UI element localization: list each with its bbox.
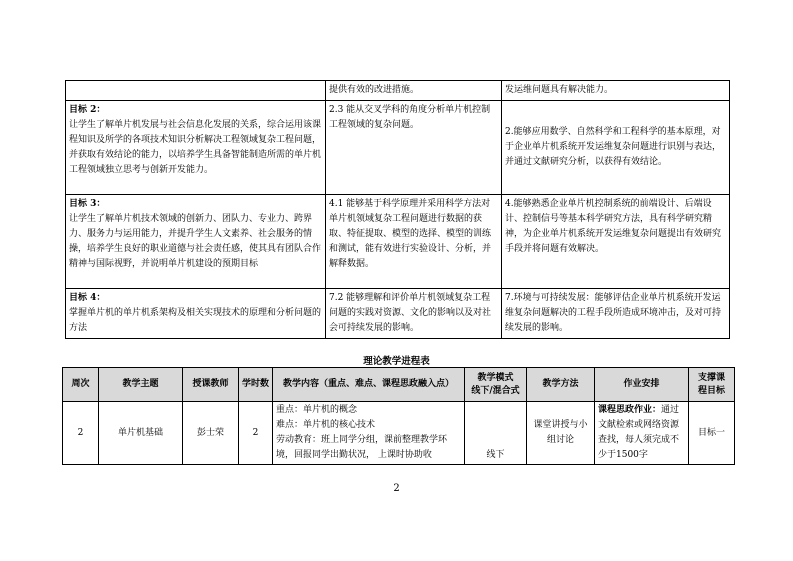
indicator-cell: 2.3 能从交叉学科的角度分析单片机控制工程领域的复杂问题。: [326, 101, 502, 195]
header-method: 教学方法: [527, 368, 595, 402]
objective-row: [66, 101, 730, 195]
objective-description: [66, 101, 326, 195]
header-mode-line1: 教学模式: [477, 372, 514, 383]
objective-text: 掌握单片机的单片机系架构及相关实现技术的原理和分析问题的方法: [69, 308, 322, 333]
objective-row: [66, 289, 730, 339]
requirement-cell: 发运维问题具有解决能力。: [502, 81, 730, 101]
teacher-cell: 彭士荣: [183, 402, 239, 465]
schedule-row: [63, 402, 735, 465]
header-content: 教学内容（重点、难点、课程思政融入点）: [273, 368, 465, 402]
indicator-cell: 4.1 能够基于科学原理并采用科学方法对单片机领域复杂工程问题进行数据的获取、特征提取、模型的选择、模型的训练和测试，能有效进行实验设计、分析，并解释数据。: [326, 195, 502, 289]
header-goal-line1: 支撑课: [697, 372, 725, 383]
objective-text: 让学生了解单片机技术领域的创新力、团队力、专业力、跨界力、服务力与运用能力，并提升学生人文素养、社会服务的情操，培养学生良好的职业道德与社会责任感，使其具有团队合作精神与国际视野，并说明单片机建设的预期目标: [69, 214, 322, 269]
method-cell: 课堂讲授与小组讨论: [527, 402, 595, 465]
objective-description: [66, 289, 326, 339]
header-week: 周次: [63, 368, 99, 402]
homework-label: 课程思政作业：: [598, 405, 662, 415]
objective-text: 让学生了解单片机发展与社会信息化发展的关系，综合运用该课程知识及所学的各项技术知识分析解决工程领域复杂工程问题，并获取有效结论的能力，以培养学生具备智能制造所需的单片机工程领域独立思考与创新开发能力。: [69, 120, 322, 175]
header-mode: [465, 368, 527, 402]
objective-title: 目标 2：: [69, 105, 106, 115]
header-homework: 作业安排: [595, 368, 689, 402]
requirement-text: 2.能够应用数学、自然科学和工程科学的基本原理，对于企业单片机系统开发运维复杂问题进行识别与表达，并通过文献研究分析，以获得有效结论。: [505, 127, 722, 167]
mode-cell: [465, 402, 527, 465]
header-goal: [689, 368, 735, 402]
week-cell: 2: [63, 402, 99, 465]
requirement-cell: 7.环境与可持续发展：能够评估企业单片机系统开发运维复杂问题解决的工程手段所造成环境冲击，及对可持续发展的影响。: [502, 289, 730, 339]
indicator-cell: 7.2 能够理解和评价单片机领域复杂工程问题的实践对资源、文化的影响以及对社会可持续发展的影响。: [326, 289, 502, 339]
schedule-title: 理论教学进程表: [363, 356, 430, 367]
homework-cell: [595, 402, 689, 465]
header-mode-line2: 线下/混合式: [471, 385, 520, 396]
header-teacher: 授课教师: [183, 368, 239, 402]
schedule-header-row: [63, 368, 735, 402]
objectives-table: [65, 80, 730, 339]
hours-cell: 2: [239, 402, 273, 465]
mode-text: 线下: [486, 450, 505, 460]
objective-title: 目标 3：: [69, 199, 106, 209]
objective-row: [66, 81, 730, 101]
objective-row: [66, 195, 730, 289]
header-topic: 教学主题: [99, 368, 183, 402]
requirement-cell: 4.能够熟悉企业单片机控制系统的前端设计、后端设计、控制信号等基本科学研究方法，具有科学研究精神，为企业单片机系统开发运维复杂问题提出有效研究手段并将问题有效解决。: [502, 195, 730, 289]
homework-text: 通过文献检索或网络资源查找，每人须完成不少于1500字: [598, 405, 680, 460]
header-hours: 学时数: [239, 368, 273, 402]
content-cell: [273, 402, 465, 465]
content-difficulty: 难点：单片机的核心技术: [276, 420, 376, 430]
objective-title: 目标 4：: [69, 293, 106, 303]
header-goal-line2: 程目标: [697, 385, 725, 396]
topic-cell: 单片机基础: [99, 402, 183, 465]
objective-description: [66, 81, 326, 101]
objective-description: [66, 195, 326, 289]
page-number: 2: [393, 483, 400, 494]
goal-cell: 目标一: [689, 402, 735, 465]
schedule-table: [62, 367, 735, 465]
indicator-cell: 提供有效的改进措施。: [326, 81, 502, 101]
content-labor-education: 劳动教育：班上同学分组，课前整理教学环境，回报同学出勤状况， 上课时协助收: [276, 435, 448, 460]
content-key-point: 重点：单片机的概念: [276, 405, 358, 415]
requirement-cell: [502, 101, 730, 195]
